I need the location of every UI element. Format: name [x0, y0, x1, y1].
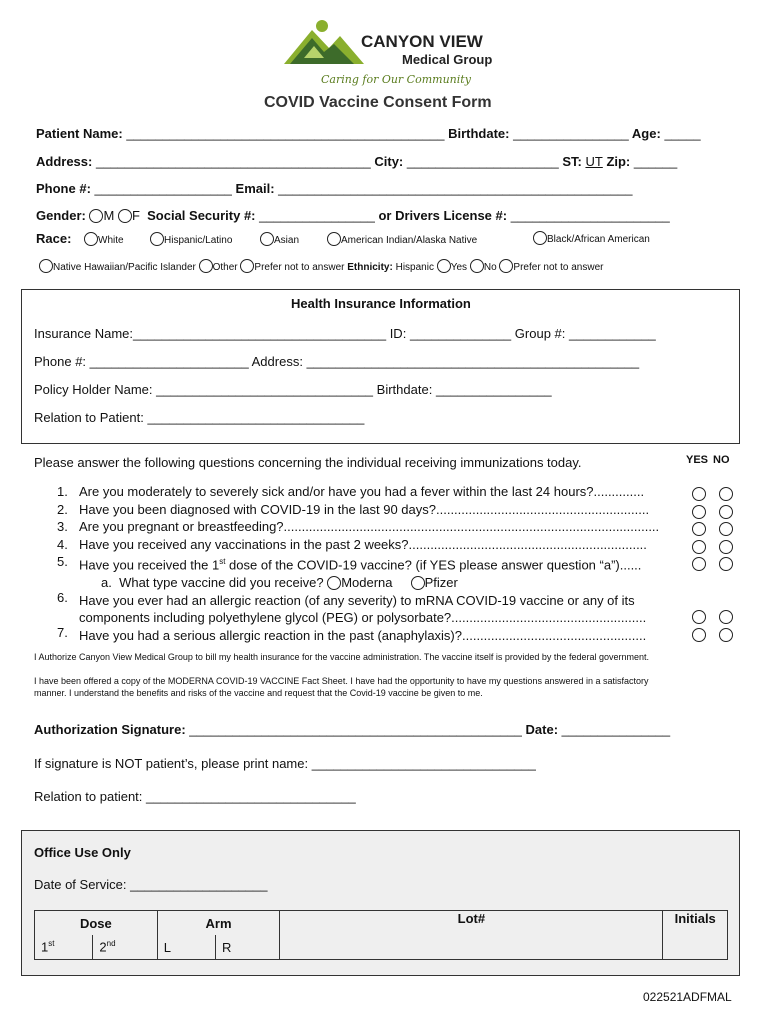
race-american-indian-group — [327, 232, 477, 246]
arm-r-cell[interactable]: R — [215, 935, 279, 960]
dose-1-sup: st — [48, 939, 55, 949]
race-option: White — [98, 235, 124, 246]
q2-yes-radio[interactable] — [692, 505, 706, 519]
gender-m-label: M — [103, 208, 115, 223]
question-7: Have you had a serious allergic reaction in the past (anaphylaxis)?................................................... — [79, 628, 647, 644]
race-option: Other — [212, 262, 238, 273]
race-option: Black/African American — [547, 234, 650, 245]
signature-date-label: Date: — [525, 722, 559, 737]
pfizer-radio[interactable] — [411, 576, 425, 590]
birthdate-field[interactable]: ________________ — [513, 126, 629, 141]
questions-intro: Please answer the following questions concerning the individual receiving immunizations today. — [34, 455, 582, 470]
dose-1-label: 1 — [41, 939, 49, 955]
q5-no-radio[interactable] — [719, 557, 733, 571]
insurance-group-label: Group #: — [514, 326, 566, 341]
race-option: Hispanic/Latino — [164, 235, 233, 246]
insurance-group-field[interactable]: ____________ — [569, 326, 656, 341]
dl-field[interactable]: ______________________ — [510, 208, 670, 223]
insurance-id-label: ID: — [389, 326, 407, 341]
dose-2-cell[interactable] — [93, 935, 157, 960]
signature-date-field[interactable]: _______________ — [561, 722, 671, 737]
fact-sheet-line-2: manner. I understand the benefits and risks of the vaccine and request that the Covid-19 vaccine be given to me. — [34, 688, 483, 698]
q6-yes-radio[interactable] — [692, 610, 706, 624]
arm-l-cell[interactable]: L — [157, 935, 215, 960]
print-name-field[interactable]: _______________________________ — [311, 756, 536, 771]
date-of-service-label: Date of Service: — [34, 877, 127, 892]
zip-field[interactable]: ______ — [633, 154, 678, 169]
signature-label: Authorization Signature: — [34, 722, 186, 737]
relation-field[interactable]: ______________________________ — [147, 410, 365, 425]
brand-name-line1: CANYON VIEW — [361, 32, 483, 51]
authorize-text: I Authorize Canyon View Medical Group to bill my health insurance for the vaccine administration. The vaccine itself is provided by the federal government. — [34, 652, 649, 662]
question-2: Have you been diagnosed with COVID-19 in the last 90 days?........................................................... — [79, 501, 650, 517]
question-5a — [79, 574, 679, 592]
city-field[interactable]: _____________________ — [406, 154, 559, 169]
gender-f-radio[interactable] — [118, 209, 132, 223]
ethnicity-no-radio[interactable] — [470, 259, 484, 273]
zip-label: Zip: — [606, 154, 631, 169]
question-number: 5. — [57, 554, 68, 570]
ssn-field[interactable]: ________________ — [259, 208, 375, 223]
ethnicity-yes-radio[interactable] — [437, 259, 451, 273]
q3-no-radio[interactable] — [719, 522, 733, 536]
ethnicity-option: Yes — [450, 262, 468, 273]
insurance-name-label: Insurance Name: — [34, 326, 133, 341]
age-label: Age: — [631, 126, 661, 141]
date-of-service-row — [34, 877, 268, 892]
race-white-radio[interactable] — [84, 232, 98, 246]
address-row — [36, 154, 677, 169]
brand-name-line2: Medical Group — [402, 52, 493, 67]
dose-2-sup: nd — [106, 939, 116, 949]
race-option: Prefer not to answer — [254, 262, 345, 273]
question-5-sup: st — [219, 557, 226, 567]
gender-row — [36, 208, 670, 223]
policy-birthdate-field[interactable]: ________________ — [435, 382, 552, 397]
relation-patient-field[interactable]: _____________________________ — [146, 789, 356, 804]
dose-1-cell[interactable] — [35, 935, 93, 960]
question-5 — [79, 553, 679, 574]
q2-no-radio[interactable] — [719, 505, 733, 519]
initials-header[interactable]: Initials — [663, 911, 728, 960]
q3-yes-radio[interactable] — [692, 522, 706, 536]
lot-header[interactable]: Lot# — [280, 911, 663, 960]
questions-list — [79, 483, 679, 645]
phone-field[interactable]: ___________________ — [94, 181, 232, 196]
question-6-line-1: Have you ever had an allergic reaction (of any severity) to mRNA COVID-19 vaccine or any of its — [79, 592, 635, 608]
print-name-row — [34, 756, 536, 771]
policy-holder-field[interactable]: ______________________________ — [156, 382, 374, 397]
logo — [284, 18, 504, 90]
insurance-phone-field[interactable]: ______________________ — [89, 354, 249, 369]
question-number: 6. — [57, 589, 68, 605]
gender-m-radio[interactable] — [89, 209, 103, 223]
question-5a-number: a. — [101, 575, 112, 591]
race-option: Asian — [274, 235, 300, 246]
question-3: Are you pregnant or breastfeeding?........................................................................................................ — [79, 519, 660, 535]
city-label: City: — [374, 154, 404, 169]
relation-label: Relation to Patient: — [34, 410, 144, 425]
ethnicity-label: Ethnicity: — [347, 262, 393, 273]
policy-birthdate-label: Birthdate: — [376, 382, 433, 397]
question-number: 7. — [57, 624, 68, 640]
race-american-indian-radio[interactable] — [327, 232, 341, 246]
brand-tagline: Caring for Our Community — [321, 73, 471, 86]
dose-header: Dose — [35, 911, 158, 936]
race-row-1 — [84, 232, 124, 246]
dl-label: or Drivers License #: — [378, 208, 508, 223]
patient-name-row — [36, 126, 701, 141]
relation-patient-row — [34, 789, 356, 804]
fact-sheet-line-1: I have been offered a copy of the MODERNA COVID-19 VACCINE Fact Sheet. I have had the opportunity to have my questions answered in a satisfactory — [34, 676, 649, 686]
relation-row — [34, 410, 364, 425]
gender-f-label: F — [131, 208, 140, 223]
question-number: 3. — [57, 519, 68, 535]
patient-name-field[interactable]: ____________________________________________ — [126, 126, 445, 141]
phone-label: Phone #: — [36, 181, 91, 196]
race-black-group — [533, 231, 650, 245]
policy-holder-row — [34, 382, 552, 397]
dose-2-label: 2 — [99, 939, 107, 955]
q5-yes-radio[interactable] — [692, 557, 706, 571]
q7-yes-radio[interactable] — [692, 628, 706, 642]
phone-row — [36, 181, 632, 196]
question-number: 2. — [57, 501, 68, 517]
race-hispanic-radio[interactable] — [150, 232, 164, 246]
race-prefer-not-radio[interactable] — [240, 259, 254, 273]
relation-patient-label: Relation to patient: — [34, 789, 143, 804]
insurance-phone-row — [34, 354, 639, 369]
signature-field[interactable]: ______________________________________________ — [189, 722, 522, 737]
q1-yes-radio[interactable] — [692, 487, 706, 501]
state-value[interactable]: UT — [585, 154, 603, 169]
q7-no-radio[interactable] — [719, 628, 733, 642]
office-use-title: Office Use Only — [34, 845, 131, 860]
patient-name-label: Patient Name: — [36, 126, 123, 141]
insurance-title: Health Insurance Information — [291, 296, 471, 311]
ssn-label: Social Security #: — [147, 208, 256, 223]
race-label: Race: — [36, 231, 72, 246]
state-label: ST: — [562, 154, 582, 169]
insurance-address-label: Address: — [251, 354, 303, 369]
q1-no-radio[interactable] — [719, 487, 733, 501]
form-title: COVID Vaccine Consent Form — [264, 94, 492, 111]
no-header: NO — [713, 454, 730, 466]
question-number: 1. — [57, 484, 68, 499]
address-field[interactable]: ______________________________________ — [95, 154, 371, 169]
race-black-radio[interactable] — [533, 231, 547, 245]
insurance-id-field[interactable]: ______________ — [409, 326, 512, 341]
question-1: Are you moderately to severely sick and/or have you had a fever within the last 24 hours?.............. — [79, 484, 645, 499]
insurance-name-field[interactable]: ___________________________________ — [133, 326, 387, 341]
signature-row — [34, 722, 670, 737]
email-field[interactable]: _________________________________________________ — [278, 181, 633, 196]
q4-yes-radio[interactable] — [692, 540, 706, 554]
moderna-radio[interactable] — [327, 576, 341, 590]
arm-header: Arm — [157, 911, 280, 936]
ethnicity-prefer-not-radio[interactable] — [499, 259, 513, 273]
gender-label: Gender: — [36, 208, 86, 223]
ethnicity-option: Prefer not to answer — [513, 262, 604, 273]
question-5-text-b: dose of the COVID-19 vaccine? (if YES please answer question “a”)...... — [225, 557, 642, 573]
answer-radios — [692, 485, 733, 643]
question-6-line-2: components including polyethylene glycol (PEG) or polysorbate?...................................................... — [79, 610, 647, 626]
yes-header: YES — [686, 454, 709, 466]
question-numbers — [57, 483, 68, 641]
email-label: Email: — [235, 181, 275, 196]
ethnicity-option: No — [483, 262, 497, 273]
dose-table — [34, 910, 728, 960]
race-option: Native Hawaiian/Pacific Islander — [53, 262, 196, 273]
question-4: Have you received any vaccinations in the past 2 weeks?.................................................................. — [79, 536, 647, 552]
moderna-label: Moderna — [341, 575, 393, 591]
form-code: 022521ADFMAL — [643, 990, 732, 1004]
question-5a-text: What type vaccine did you receive? — [119, 575, 324, 591]
insurance-phone-label: Phone #: — [34, 354, 87, 369]
birthdate-label: Birthdate: — [448, 126, 510, 141]
ethnicity-hispanic-label: Hispanic — [395, 262, 434, 273]
race-asian-radio[interactable] — [260, 232, 274, 246]
pfizer-label: Pfizer — [424, 575, 458, 591]
address-label: Address: — [36, 154, 93, 169]
question-number: 4. — [57, 536, 68, 552]
age-field[interactable]: _____ — [664, 126, 701, 141]
question-5-text-a: Have you received the 1 — [79, 557, 220, 573]
mountain-logo-icon — [284, 18, 364, 68]
race-hispanic-group — [150, 232, 232, 246]
insurance-address-field[interactable]: ______________________________________________ — [306, 354, 640, 369]
insurance-name-row — [34, 326, 656, 341]
race-row-2 — [39, 259, 603, 273]
q4-no-radio[interactable] — [719, 540, 733, 554]
date-of-service-field[interactable]: ___________________ — [130, 877, 268, 892]
race-other-radio[interactable] — [199, 259, 213, 273]
policy-holder-label: Policy Holder Name: — [34, 382, 153, 397]
q6-no-radio[interactable] — [719, 610, 733, 624]
print-name-label: If signature is NOT patient’s, please print name: — [34, 756, 309, 771]
race-option: American Indian/Alaska Native — [341, 235, 478, 246]
race-hawaiian-radio[interactable] — [39, 259, 53, 273]
race-asian-group — [260, 232, 299, 246]
